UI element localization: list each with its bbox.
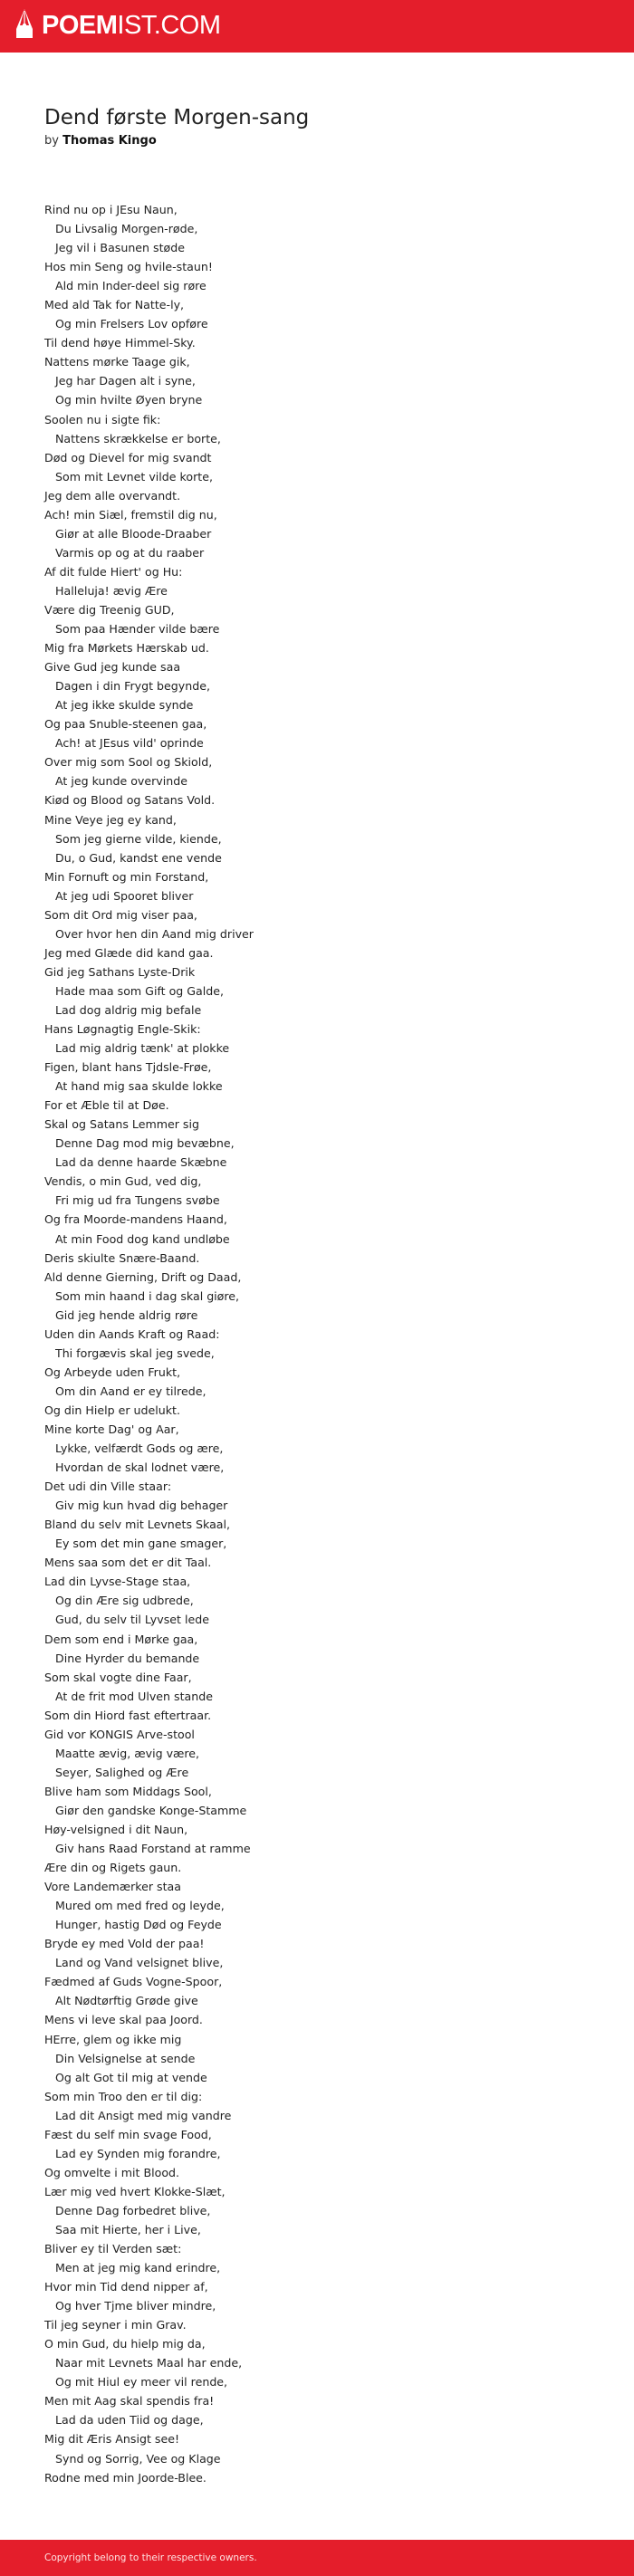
poem-line: Gud, du selv til Lyvset lede [44, 1613, 209, 1627]
poem-line: Gid vor KONGIS Arve-stool [44, 1727, 195, 1741]
poem-line: Lad dit Ansigt med mig vandre [44, 2108, 232, 2122]
poem-line: Lykke, velfærdt Gods og ære, [44, 1441, 224, 1456]
poem-line: Og hver Tjme bliver mindre, [44, 2299, 216, 2313]
poem-line: Over mig som Sool og Skiold, [44, 755, 213, 770]
poem-line: Bryde ey med Vold der paa! [44, 1937, 205, 1951]
poem-line: Hvordan de skal lodnet være, [44, 1460, 225, 1475]
poem-line: Men mit Aag skal spendis fra! [44, 2394, 215, 2408]
logo-wordmark [42, 10, 221, 41]
poem-line: Lad da denne haarde Skæbne [44, 1155, 227, 1170]
poem-line: Død og Dievel for mig svandt [44, 450, 212, 464]
poem-line: Til dend høye Himmel-Sky. [44, 336, 196, 350]
poem-line: Jeg dem alle overvandt. [44, 488, 181, 503]
poem-line: Som din Hiord fast eftertraar. [44, 1708, 212, 1722]
poem-line: Og min hvilte Øyen bryne [44, 393, 203, 407]
poem-line: Og alt Got til mig at vende [44, 2070, 207, 2084]
poem-line: Ach! min Siæl, fremstil dig nu, [44, 507, 217, 522]
poem-line: Seyer, Salighed og Ære [44, 1765, 189, 1779]
poem-line: Bliver ey til Verden sæt: [44, 2242, 182, 2256]
poem-line: Og fra Moorde-mandens Haand, [44, 1212, 227, 1227]
poem-line: Dem som end i Mørke gaa, [44, 1632, 198, 1646]
poem-line: At de frit mod Ulven stande [44, 1689, 213, 1703]
poem-line: At jeg kunde overvinde [44, 774, 187, 789]
poem-line: Give Gud jeg kunde saa [44, 660, 181, 675]
poem-line: Jeg vil i Basunen støde [44, 241, 185, 255]
poem-line: Giør at alle Bloode-Draaber [44, 526, 212, 541]
site-header [0, 0, 634, 53]
poem-line: Bland du selv mit Levnets Skaal, [44, 1518, 231, 1532]
site-footer [0, 2540, 634, 2576]
poem-line: Ach! at JEsus vild' oprinde [44, 736, 204, 751]
poem-line: Lad dog aldrig mig befale [44, 1002, 202, 1017]
poem-line: Som skal vogte dine Faar, [44, 1670, 192, 1684]
poem-line: Ey som det min gane smager, [44, 1537, 227, 1551]
poem-line: Gid jeg Sathans Lyste-Drik [44, 964, 196, 979]
poem-line: Ære din og Rigets gaun. [44, 1861, 182, 1875]
poem-line: Hos min Seng og hvile-staun! [44, 260, 213, 274]
poem-line: Uden din Aands Kraft og Raad: [44, 1326, 220, 1341]
logo-text-light: IST.COM [117, 11, 221, 40]
poem-line: Land og Vand velsignet blive, [44, 1956, 224, 1970]
poem-line: Og omvelte i mit Blood. [44, 2165, 180, 2179]
poem-body [44, 200, 606, 2487]
poem-line: Hans Løgnagtig Engle-Skik: [44, 1022, 201, 1037]
poem-line: Lad mig aldrig tænk' at plokke [44, 1041, 230, 1056]
poem-line: Til jeg seyner i min Grav. [44, 2318, 187, 2332]
poem-line: Soolen nu i sigte fik: [44, 412, 161, 426]
poem-line: HErre, glem og ikke mig [44, 2032, 182, 2046]
poem-line: Om din Aand er ey tilrede, [44, 1384, 207, 1398]
poem-line: Naar mit Levnets Maal har ende, [44, 2356, 243, 2370]
poem-line: Mine korte Dag' og Aar, [44, 1422, 179, 1436]
poem-line: Thi forgævis skal jeg svede, [44, 1345, 215, 1360]
poem-line: Deris skiulte Snære-Baand. [44, 1250, 200, 1265]
poem-line: Hvor min Tid dend nipper af, [44, 2280, 208, 2294]
poem-line: Med ald Tak for Natte-ly, [44, 298, 185, 312]
poem-line: Synd og Sorrig, Vee og Klage [44, 2451, 221, 2466]
poem-line: Giv hans Raad Forstand at ramme [44, 1842, 251, 1856]
poem-line: Vore Landemærker staa [44, 1880, 181, 1894]
poem-line: Og din Hielp er udelukt. [44, 1403, 180, 1417]
poem-line: Varmis op og at du raaber [44, 545, 205, 560]
poem-line: Hade maa som Gift og Galde, [44, 983, 225, 998]
poem-line: Være dig Treenig GUD, [44, 602, 175, 617]
poem-line: Rind nu op i JEsu Naun, [44, 203, 178, 216]
poem-line: Jeg har Dagen alt i syne, [44, 374, 196, 388]
poem-line: Mig dit Æris Ansigt see! [44, 2432, 180, 2447]
poem-line: Dagen i din Frygt begynde, [44, 679, 210, 694]
poem-line: Som dit Ord mig viser paa, [44, 907, 197, 922]
poem-line: At jeg ikke skulde synde [44, 698, 194, 713]
poem-line: For et Æble til at Døe. [44, 1098, 169, 1113]
poem-line: Min Fornuft og min Forstand, [44, 869, 209, 884]
poem-line: Fæst du self min svage Food, [44, 2127, 212, 2141]
poem-line: Halleluja! ævig Ære [44, 583, 168, 598]
byline-prefix: by [44, 134, 59, 148]
site-logo[interactable] [16, 9, 221, 42]
poem-line: Af dit fulde Hiert' og Hu: [44, 564, 183, 579]
poem-line: Som jeg gierne vilde, kiende, [44, 831, 222, 846]
author-link[interactable]: Thomas Kingo [62, 134, 157, 148]
poem-line: Lær mig ved hvert Klokke-Slæt, [44, 2184, 226, 2198]
poem-line: Ald min Inder-deel sig røre [44, 279, 207, 293]
poem-line: O min Gud, du hielp mig da, [44, 2337, 206, 2351]
logo-text-bold: POEM [42, 11, 118, 40]
byline [44, 133, 157, 149]
poem-line: Over hvor hen din Aand mig driver [44, 926, 254, 941]
poem-line: Gid jeg hende aldrig røre [44, 1307, 198, 1322]
poem-line: Denne Dag mod mig bevæbne, [44, 1136, 235, 1151]
copyright-text: Copyright belong to their respective owners. [44, 2552, 257, 2563]
poem-line: Som min haand i dag skal giøre, [44, 1288, 240, 1303]
poem-line: Giør den gandske Konge-Stamme [44, 1803, 247, 1817]
poem-line: Alt Nødtørftig Grøde give [44, 1994, 198, 2008]
poem-line: Rodne med min Joorde-Blee. [44, 2470, 207, 2485]
poem-line: Som min Troo den er til dig: [44, 2089, 203, 2103]
poem-line: Hunger, hastig Død og Feyde [44, 1918, 222, 1932]
poem-line: Fædmed af Guds Vogne-Spoor, [44, 1975, 223, 1989]
poem-line: Dine Hyrder du bemande [44, 1651, 200, 1665]
poem-line: Som paa Hænder vilde bære [44, 622, 220, 637]
poem-line: Saa mit Hierte, her i Live, [44, 2222, 201, 2236]
poem-line: At min Food dog kand undløbe [44, 1231, 230, 1246]
poem-line: Fri mig ud fra Tungens svøbe [44, 1193, 220, 1208]
poem-line: Denne Dag forbedret blive, [44, 2203, 211, 2217]
poem-line: Mine Veye jeg ey kand, [44, 812, 177, 827]
poem-line: Figen, blant hans Tjdsle-Frøe, [44, 1060, 212, 1075]
poem-line: Men at jeg mig kand erindre, [44, 2261, 221, 2275]
poem-line: Blive ham som Middags Sool, [44, 1784, 212, 1798]
poem-line: Lad da uden Tiid og dage, [44, 2413, 204, 2428]
poem-line: Nattens mørke Taage gik, [44, 355, 190, 369]
poem-line: Mured om med fred og leyde, [44, 1899, 225, 1913]
poem-line: Jeg med Glæde did kand gaa. [44, 945, 214, 960]
poem-line: Og mit Hiul ey meer vil rende, [44, 2375, 228, 2389]
pen-nib-icon [16, 9, 33, 42]
poem-line: Det udi din Ville staar: [44, 1480, 172, 1494]
poem-line: Mig fra Mørkets Hærskab ud. [44, 641, 209, 656]
poem-line: Lad ey Synden mig forandre, [44, 2146, 221, 2160]
poem-line: Kiød og Blood og Satans Vold. [44, 793, 216, 808]
poem-line: Og min Frelsers Lov opføre [44, 317, 208, 331]
poem-line: Som mit Levnet vilde korte, [44, 469, 213, 484]
poem-line: Lad din Lyvse-Stage staa, [44, 1575, 191, 1589]
poem-line: Ald denne Gierning, Drift og Daad, [44, 1269, 242, 1284]
poem-line: Nattens skrækkelse er borte, [44, 431, 221, 445]
poem-line: At jeg udi Spooret bliver [44, 888, 194, 903]
poem-title: Dend første Morgen-sang [44, 106, 310, 129]
poem-line: Giv mig kun hvad dig behager [44, 1499, 228, 1513]
poem-line: Du Livsalig Morgen-røde, [44, 222, 198, 236]
poem-line: Og din Ære sig udbrede, [44, 1594, 194, 1608]
poem-line: Maatte ævig, ævig være, [44, 1746, 200, 1760]
poem-line: Og paa Snuble-steenen gaa, [44, 717, 207, 732]
poem-line: Høy-velsigned i dit Naun, [44, 1822, 188, 1836]
poem-line: Vendis, o min Gud, ved dig, [44, 1174, 202, 1189]
poem-line: Og Arbeyde uden Frukt, [44, 1365, 181, 1379]
poem-line: Skal og Satans Lemmer sig [44, 1117, 199, 1132]
poem-line: At hand mig saa skulde lokke [44, 1079, 223, 1094]
poem-line: Du, o Gud, kandst ene vende [44, 850, 222, 865]
poem-line: Din Velsignelse at sende [44, 2051, 196, 2065]
poem-line: Mens vi leve skal paa Joord. [44, 2013, 203, 2027]
poem-line: Mens saa som det er dit Taal. [44, 1556, 212, 1570]
